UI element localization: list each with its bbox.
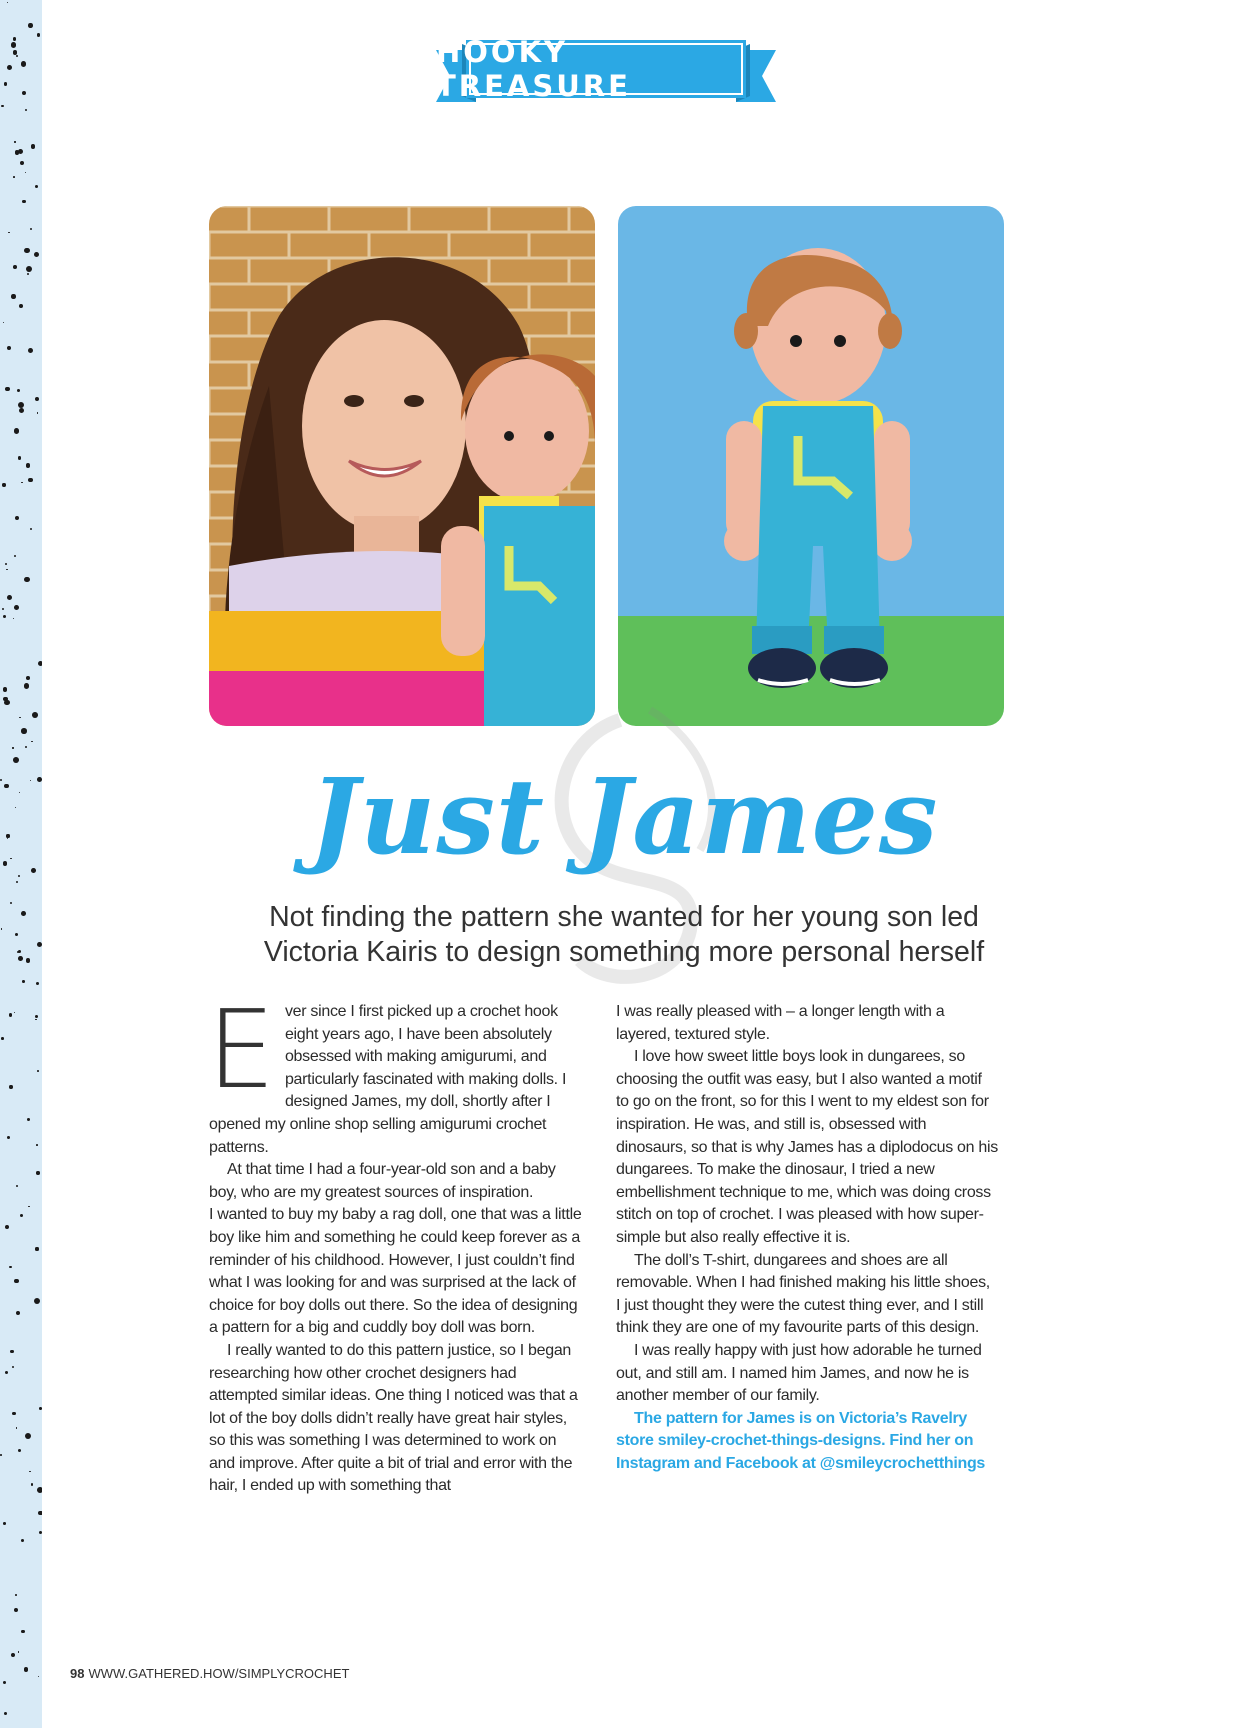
splatter-dot — [18, 950, 21, 953]
splatter-dot — [37, 412, 38, 413]
splatter-dot — [16, 1185, 18, 1187]
splatter-dot — [7, 65, 12, 70]
splatter-dot — [21, 61, 27, 67]
splatter-dot — [36, 1144, 38, 1146]
splatter-dot — [18, 149, 23, 154]
splatter-dot — [12, 1366, 14, 1368]
splatter-dot — [4, 700, 10, 706]
splatter-dot — [11, 294, 15, 298]
splatter-dot — [13, 618, 14, 619]
splatter-dot — [21, 1630, 25, 1634]
splatter-dot — [22, 200, 25, 203]
splatter-dot — [14, 1012, 15, 1013]
splatter-dot — [19, 717, 21, 719]
splatter-dot — [20, 1214, 23, 1217]
splatter-dot — [7, 595, 12, 600]
paragraph: The doll’s T-shirt, dungarees and shoes are all removable. When I had finished making his little shoes, I just thought they were the cutest thing ever, and I still think they are one of my favourite parts of this design. — [616, 1251, 990, 1337]
splatter-dot — [21, 911, 26, 916]
splatter-dot — [3, 615, 6, 618]
splatter-dot — [20, 161, 24, 165]
splatter-dot — [18, 402, 24, 408]
splatter-dot — [35, 1247, 38, 1250]
splatter-dot — [31, 741, 32, 742]
splatter-dot — [24, 248, 30, 254]
splatter-dot — [26, 958, 31, 963]
splatter-dot — [21, 482, 22, 483]
article-column-right — [616, 1001, 998, 1475]
paragraph: I was really happy with just how adorable he turned out, and still am. I named him James, and now he is another member of our family. — [616, 1341, 982, 1405]
subtitle-line-2: Victoria Kairis to design something more personal herself — [263, 936, 985, 968]
splatter-dot — [19, 304, 23, 308]
splatter-dot — [14, 605, 19, 610]
splatter-dot — [25, 746, 27, 748]
page-footer — [70, 1666, 349, 1681]
splatter-dot — [12, 1412, 15, 1415]
splatter-dot — [34, 252, 39, 257]
paragraph: I love how sweet little boys look in dungarees, so choosing the outfit was easy, but I also wanted a motif to go on the front, so for this I went to my eldest son for inspiration. He was, and still is, obsessed with dinosaurs, so that is why James has a diplodocus on his dungarees. To make the dinosaur, I tried a new embellishment technique to me, which was doing cross stitch on top of crochet. I was pleased with how super-simple but also really effective it is. — [616, 1048, 998, 1246]
splatter-dot — [7, 346, 11, 350]
splatter-dot — [37, 1487, 42, 1493]
splatter-dot — [12, 747, 13, 748]
paragraph: I was really pleased with – a longer length with a layered, textured style. — [616, 1003, 945, 1043]
splatter-dot — [30, 228, 32, 230]
splatter-dot — [34, 1298, 40, 1304]
splatter-dot — [27, 273, 29, 275]
paragraph: I really wanted to do this pattern justice, so I began researching how other crochet designers had attempted similar ideas. One thing I noticed was that a lot of the boy dolls didn’t really have great hair styles, so this was something I was determined to work on and improve. After quite a bit of trial and error with the hair, I ended up with something that — [209, 1341, 578, 1495]
splatter-dot — [38, 1511, 42, 1515]
splatter-dot — [10, 902, 13, 905]
splatter-dot — [1, 928, 2, 929]
article-title: Just James — [309, 755, 939, 878]
splatter-dot — [38, 1676, 39, 1677]
splatter-dot — [37, 33, 41, 37]
splatter-dot — [35, 1019, 36, 1020]
splatter-dot — [25, 172, 26, 173]
splatter-dot — [3, 322, 4, 323]
splatter-dot — [24, 683, 30, 689]
splatter-dot — [22, 980, 25, 983]
splatter-dot — [14, 1608, 19, 1613]
splatter-dot — [8, 232, 9, 233]
splatter-dot — [39, 1531, 42, 1534]
splatter-dot — [26, 463, 31, 468]
splatter-dot — [5, 387, 9, 391]
splatter-dot — [3, 1681, 6, 1684]
splatter-dot — [19, 408, 24, 413]
splatter-dot — [15, 933, 18, 936]
section-banner — [436, 35, 776, 112]
paragraph: I wanted to buy my baby a rag doll, one that was a little boy like him and something he could keep forever as a reminder of his childhood. However, I just couldn’t find what I was looking for and was surprised at the lack of choice for boy dolls out there. So the idea of designing a pattern for a big and cuddly boy doll was born. — [209, 1206, 582, 1337]
splatter-dot — [24, 1667, 29, 1672]
splatter-dot — [9, 1266, 12, 1269]
splatter-dot — [31, 1483, 33, 1485]
splatter-dot — [21, 728, 27, 734]
splatter-dot — [24, 577, 30, 583]
splatter-dot — [38, 661, 42, 666]
splatter-dot — [26, 266, 32, 272]
splatter-dot — [35, 185, 38, 188]
splatter-dot — [5, 1225, 9, 1229]
splatter-dot — [4, 82, 7, 85]
splatter-dot — [16, 1427, 18, 1429]
splatter-dot — [18, 1449, 21, 1452]
splatter-dot — [26, 676, 30, 680]
banner-label: HOOKY TREASURE — [436, 35, 631, 103]
paragraph-text: ver since I first picked up a crochet hook eight years ago, I have been absolutely obsessed with making amigurumi, and particularly fascinated with making dolls. I designed James, my doll, shortly after I opened my online shop selling amigurumi crochet patterns. — [209, 1003, 567, 1156]
splatter-dot — [36, 982, 39, 985]
paragraph — [207, 988, 585, 1159]
splatter-dot — [15, 1594, 17, 1596]
article-subtitle — [200, 900, 1048, 970]
splatter-dot — [13, 37, 17, 41]
paragraph: At that time I had a four-year-old son and a baby boy, who are my greatest sources of inspiration. — [209, 1161, 556, 1201]
splatter-dot — [31, 144, 36, 149]
splatter-dot — [25, 109, 28, 112]
splatter-dot — [3, 1522, 6, 1525]
splatter-dot — [37, 1070, 39, 1072]
splatter-dot — [28, 478, 33, 483]
splatter-dot — [22, 91, 26, 95]
splatter-dot — [1, 1037, 4, 1040]
splatter-dot — [9, 1085, 12, 1088]
splatter-dot — [28, 1206, 30, 1208]
splatter-dot — [17, 389, 20, 392]
splatter-dot — [18, 456, 21, 459]
splatter-dot — [11, 1653, 16, 1658]
splatter-dot — [7, 2, 9, 4]
splatter-dot — [3, 687, 8, 692]
splatter-dot — [39, 1407, 42, 1410]
page-number: 98 — [70, 1666, 85, 1681]
splatter-dot — [35, 1015, 38, 1018]
splatter-dot — [5, 563, 7, 565]
splatter-dot — [13, 265, 17, 269]
splatter-dot — [16, 1311, 20, 1315]
splatter-dot — [0, 1454, 2, 1456]
splatter-dot — [14, 141, 15, 142]
splatter-dot — [28, 23, 32, 27]
splatter-dot — [25, 1433, 31, 1439]
splatter-dot — [21, 1539, 24, 1542]
splatter-dot — [4, 1712, 7, 1715]
footer-url[interactable]: WWW.GATHERED.HOW/SIMPLYCROCHET — [88, 1666, 350, 1681]
splatter-dot — [6, 569, 8, 571]
splatter-dot — [13, 176, 15, 178]
splatter-dot — [14, 428, 19, 433]
splatter-dot — [18, 1651, 20, 1653]
splatter-dot — [15, 516, 19, 520]
splatter-dot — [11, 42, 16, 47]
splatter-dot — [13, 50, 18, 55]
photo-james-doll — [618, 206, 1004, 726]
splatter-dot — [30, 528, 32, 530]
splatter-dot — [16, 881, 18, 883]
photo-designer-with-doll — [209, 206, 595, 726]
splatter-dot — [1, 105, 4, 108]
splatter-dot — [5, 1371, 8, 1374]
splatter-dot — [2, 608, 4, 610]
drop-cap: E — [207, 988, 275, 1113]
splatter-dot — [37, 942, 42, 947]
splatter-dot — [14, 1279, 18, 1283]
splatter-dot — [27, 1118, 30, 1121]
splatter-dot — [36, 1171, 39, 1174]
splatter-dot — [7, 1136, 10, 1139]
splatter-dot — [35, 397, 39, 401]
splatter-dot — [32, 712, 38, 718]
subtitle-line-1: Not finding the pattern she wanted for her young son led — [269, 901, 979, 933]
splatter-dot — [29, 1471, 31, 1473]
splatter-dot — [16, 55, 18, 57]
splatter-dot — [28, 348, 33, 353]
splatter-dot — [2, 483, 5, 486]
splatter-dot — [18, 956, 23, 961]
article-column-left — [207, 988, 585, 1498]
splatter-dot — [9, 1013, 13, 1017]
pattern-credit: The pattern for James is on Victoria’s Ravelry store smiley-crochet-things-designs. Find her on Instagram and Facebook at @smileycrochetthings — [616, 1409, 986, 1472]
splatter-dot — [14, 555, 16, 557]
